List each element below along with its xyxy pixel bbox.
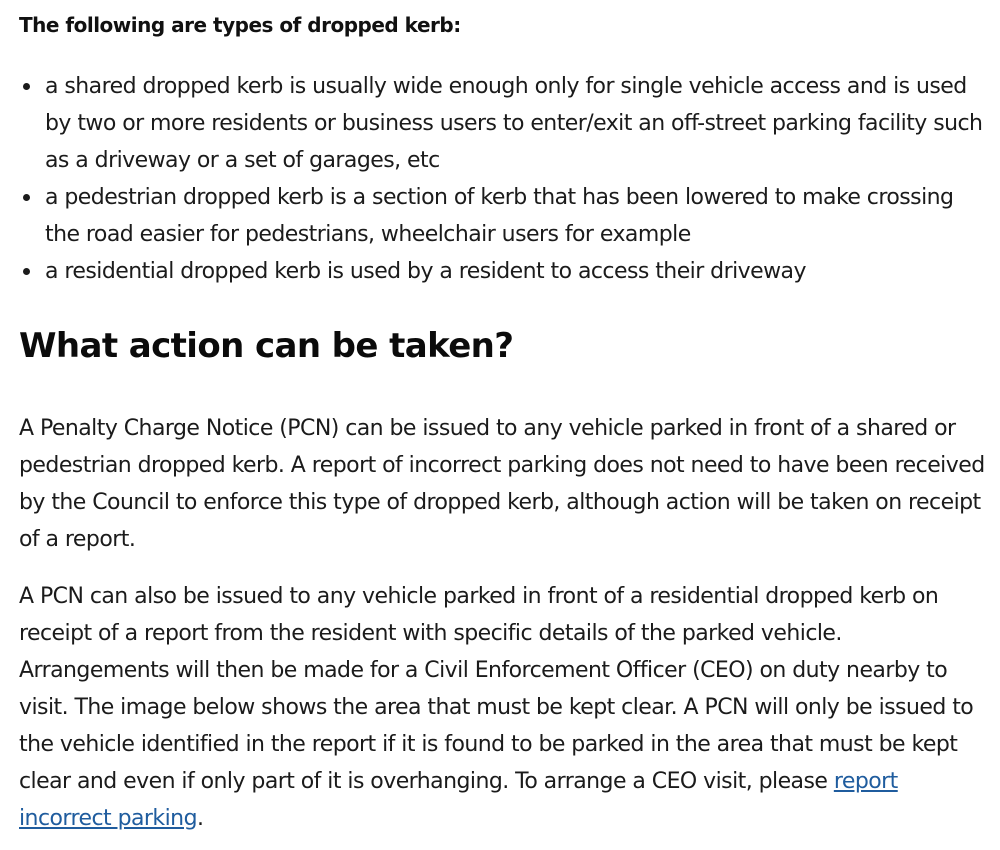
- paragraph-text: A PCN can also be issued to any vehicle parked in front of a residential dropped kerb on receipt of a report from the resident with specific details of the parked vehicle. Arrangements will then be made for a Civil Enforcement Officer (CEO) on duty nearby to visit. The image below shows the area that must be kept clear. A PCN will only be issued to the vehicle identified in the report if it is found to be parked in the area that must be kept clear and even if only part of it is overhanging. To arrange a CEO visit, please: [19, 584, 974, 794]
- bullet-icon: [23, 83, 30, 90]
- list-item-text: a residential dropped kerb is used by a resident to access their driveway: [45, 259, 806, 284]
- intro-text: The following are types of dropped kerb:: [19, 13, 461, 37]
- bullet-icon: [23, 268, 30, 275]
- list-item: [45, 179, 986, 253]
- bullet-icon: [23, 194, 30, 201]
- paragraph-pcn-shared: A Penalty Charge Notice (PCN) can be issued to any vehicle parked in front of a shared or pedestrian dropped kerb. A report of incorrect parking does not need to have been received by the Council to enforce this type of dropped kerb, although action will be taken on receipt of a report.: [19, 416, 985, 552]
- paragraph-end: .: [196, 806, 204, 831]
- paragraph-pcn-residential: [19, 578, 986, 837]
- list-item: [45, 253, 986, 290]
- report-incorrect-parking-link[interactable]: report incorrect parking: [19, 769, 898, 831]
- section-heading: What action can be taken?: [19, 326, 514, 366]
- list-item-text: a shared dropped kerb is usually wide enough only for single vehicle access and is used by two or more residents or business users to enter/exit an off-street parking facility such as a driveway or a set of garages, etc: [45, 74, 983, 173]
- list-item-text: a pedestrian dropped kerb is a section of kerb that has been lowered to make crossing the road easier for pedestrians, wheelchair users for example: [45, 185, 954, 247]
- list-item: [45, 68, 986, 179]
- kerb-types-list: [19, 68, 986, 290]
